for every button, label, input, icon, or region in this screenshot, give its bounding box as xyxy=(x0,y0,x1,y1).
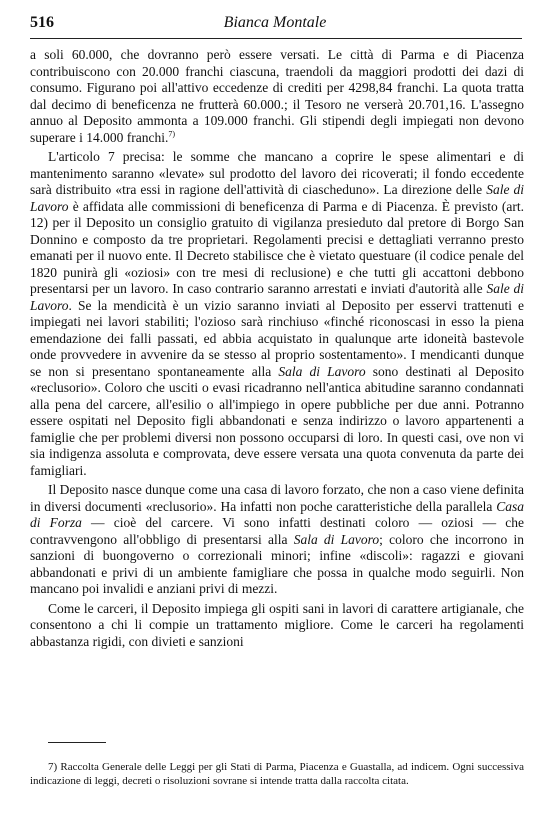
paragraph xyxy=(30,601,524,651)
page-number: 516 xyxy=(30,14,54,31)
paragraph xyxy=(30,149,524,479)
italic-term: Sale di Lavoro xyxy=(30,182,524,214)
text-run: — cioè del carcere. Vi sono infatti destinati coloro — oziosi — che contravvengono all'obbligo di presentarsi alla xyxy=(30,515,524,547)
italic-term: Sala di Lavoro xyxy=(293,531,380,547)
paragraph xyxy=(30,47,524,146)
footnote-rule xyxy=(48,742,106,743)
text-run: sono destinati al Deposito «reclusorio». Coloro che usciti o evasi ricadranno nell'antica abitudine saranno condannati alla pena del carcere, all'esilio o all'impiego in opere pubbliche per due anni. Potranno essere ospitati nel Deposito figli abbandonati e senza indirizzo o lavoro appartenenti a famiglie che per problemi diversi non possono occuparsi di loro. In questi casi, ove non vi sia indigenza assoluta e comprovata, deve essere versata una quota convenuta da parte dei famigliari. xyxy=(30,363,524,478)
text-run: Il Deposito nasce dunque come una casa di lavoro forzato, che non a caso viene definita in diversi documenti «reclusorio». Ha infatti non poche caratteristiche della parallela xyxy=(30,482,524,514)
text-run: L'articolo 7 precisa: le somme che mancano a coprire le spese alimentari e di mantenimento saranno «levate» sul prodotto del lavoro dei ricoverati; il fondo eccedente sarà distribuito «tra essi in ragione dell'attività di ciascheduno». La direzione delle xyxy=(30,149,524,197)
body-text xyxy=(30,47,524,650)
paragraph xyxy=(30,482,524,598)
text-run: ; coloro che incorrono in sanzioni di buongoverno o correzionali minori; infine «discoli»: ragazzi e giovani abbandonati e privi di un ambiente famigliare che possa in qualche modo seguirli. Non mancano poi invalidi e anziani privi di mezzi. xyxy=(30,531,524,596)
running-head: Bianca Montale xyxy=(223,14,327,31)
text-run: a soli 60.000, che dovranno però essere versati. Le città di Parma e di Piacenza contribuiscono con 20.000 franchi ciascuna, traendoli da maggiori prodotti dei dazi di consumo. Figurano poi all'attivo eccedenze di crediti per 4298,84 franchi. La quota tratta dal decimo di beneficenza ne frutterà 60.000.; il Tesoro ne verserà 20.701,16. L'assegno annuo al Deposito ammonta a 109.000 franchi. Gli stipendi degli impiegati non devono superare i 14.000 franchi. xyxy=(30,47,524,145)
header-rule xyxy=(30,38,522,39)
page-header xyxy=(30,14,520,34)
text-run: è affidata alle commissioni di beneficenza di Parma e di Piacenza. È previsto (art. 12) per il Deposito un consiglio gratuito di vigilanza presieduto dal pretore di Borgo San Donnino e composto da tre proprietari. Regolamenti precisi e dettagliati verranno presto emanati per il nuovo ente. Il Decreto stabilisce che è vietato questuare (il codice penale del 1820 punirà gli «oziosi» con tre mesi di reclusione) e che tutti gli accattoni debbono presentarsi per un lavoro. In caso contrario saranno arrestati e inviati d'autorità alle xyxy=(30,198,524,296)
text-run: 7) Raccolta Generale delle Leggi per gli Stati di Parma, Piacenza e Guastalla, xyxy=(48,761,398,773)
text-run: Come le carceri, il Deposito impiega gli ospiti sani in lavori di carattere artigianale, che consentono a chi li compie un trattamento migliore. Come le carceri ha regolamenti abbastanza rigidi, con divieti e sanzioni xyxy=(30,600,524,649)
text-run: . Ogni successiva indicazione di leggi, decreti o risoluzioni sovrane si intende tratta dalla raccolta citata. xyxy=(30,761,524,787)
footnote-ref: 7) xyxy=(168,129,175,138)
italic-term: Sala di Lavoro xyxy=(278,363,366,379)
italic-term: ad indicem xyxy=(397,761,447,773)
italic-term: Sale di Lavoro xyxy=(30,281,524,313)
footnote-text xyxy=(30,760,524,788)
text-run: . Se la mendicità è un vizio saranno inviati al Deposito per esservi trattenuti e impiegati nei lavori stabiliti; l'ozioso sarà rinchiuso «finché riconoscasi in esso la piena emendazione dei falli passati, ed abbia acquistato in qualunque arte idoneità bastevole onde provvedere in avvenire da se stesso al proprio sostentamento». I mendicanti dunque se non si presentano spontaneamente alla xyxy=(30,297,524,379)
italic-term: Casa di Forza xyxy=(30,498,524,530)
footnote xyxy=(30,760,524,788)
